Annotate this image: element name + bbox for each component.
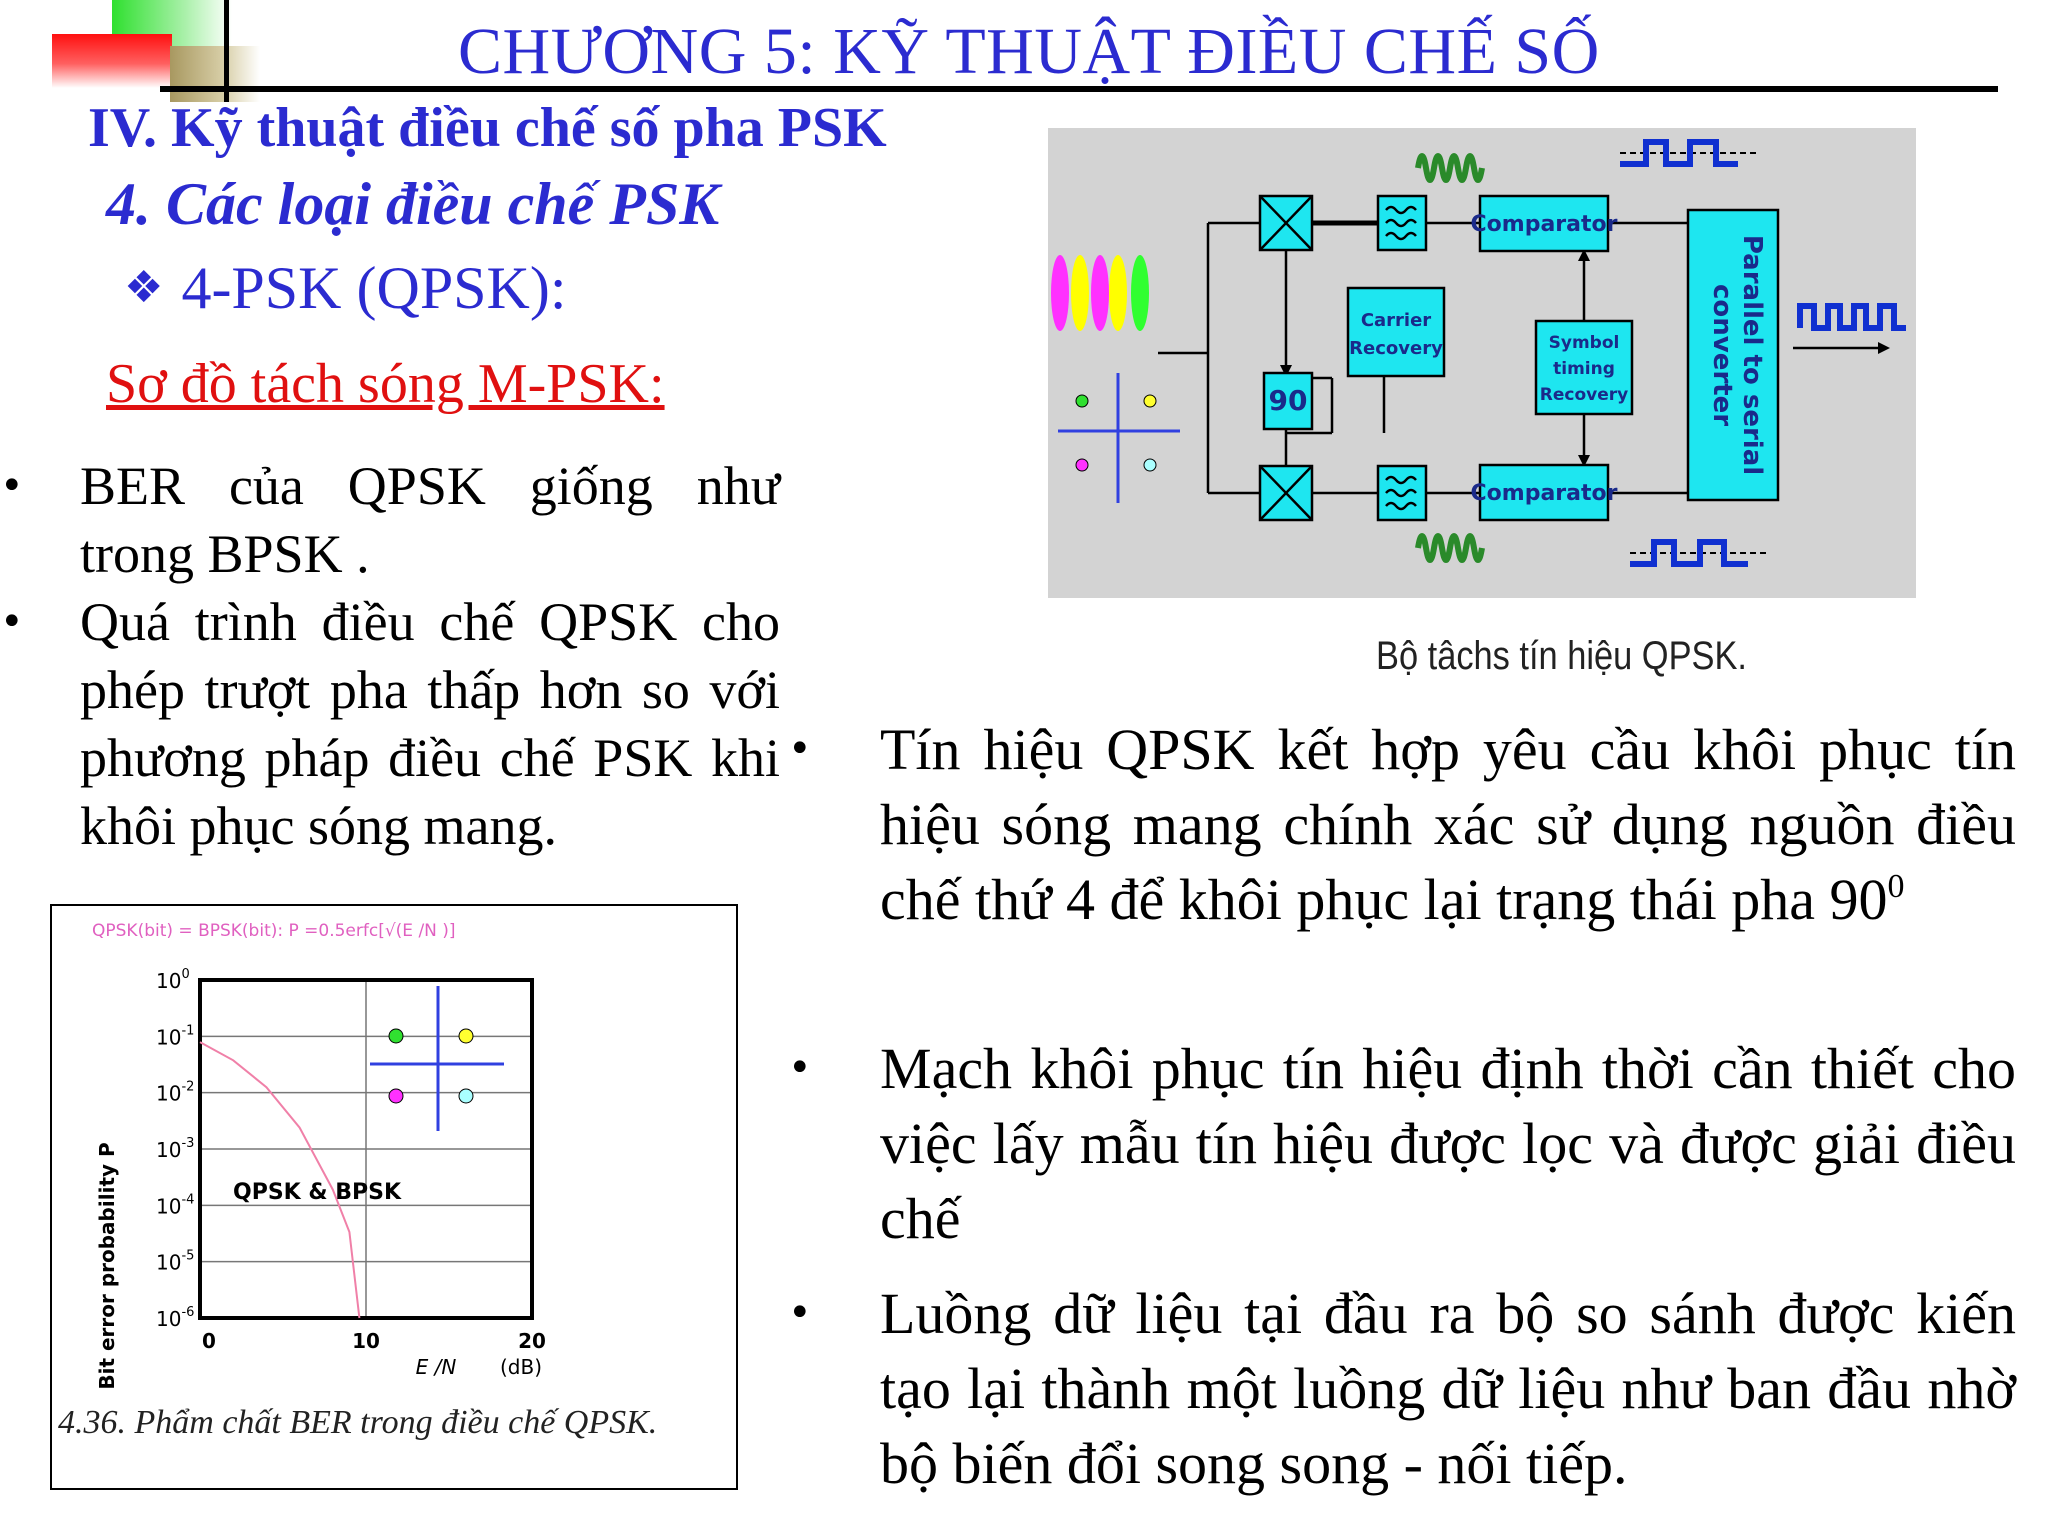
slide-title: CHƯƠNG 5: KỸ THUẬT ĐIỀU CHẾ SỐ — [458, 15, 1600, 88]
y-tick-exponent: -1 — [181, 1023, 195, 1039]
y-tick-label: $10^{-4}$ — [156, 1192, 195, 1219]
x-tick-labels — [202, 1329, 546, 1353]
top-mixer-block — [1260, 196, 1312, 250]
y-tick-exponent: -4 — [181, 1192, 195, 1208]
chart-grid — [200, 980, 532, 1318]
top-filter-block — [1378, 196, 1426, 250]
bottom-comparator-label: Comparator — [1470, 481, 1618, 506]
symbol-timing-block — [1536, 321, 1632, 414]
y-tick-labels — [156, 967, 194, 1331]
bullet-dot: • — [788, 1290, 812, 1336]
x-tick-label: 20 — [518, 1329, 546, 1353]
diamond-bullet-icon: ❖ — [124, 262, 164, 313]
bottom-comparator-block — [1471, 465, 1618, 520]
y-tick-label: $10^0$ — [156, 967, 190, 993]
x-axis-label: E /N — [415, 1355, 457, 1379]
bullet-dot: • — [788, 726, 812, 772]
ber-formula: QPSK(bit) = BPSK(bit): P =0.5erfc[√(E /N )] — [92, 921, 456, 941]
y-tick-label: $10^{-2}$ — [156, 1079, 195, 1106]
y-tick-exponent: -2 — [181, 1079, 195, 1095]
y-tick-label: $10^{-6}$ — [156, 1305, 195, 1331]
chart-constellation-icon — [370, 986, 504, 1131]
y-tick-exponent: -3 — [181, 1136, 195, 1151]
top-comparator-label: Comparator — [1470, 212, 1618, 237]
constellation-icon — [1058, 373, 1180, 503]
bottom-digital-waveform-icon — [1630, 542, 1768, 564]
bullet-dot: • — [0, 599, 24, 645]
bullet-dot: • — [788, 1045, 812, 1091]
output-digital-waveform-icon — [1800, 306, 1906, 328]
degree-superscript: 0 — [1887, 868, 1905, 905]
bullet-text: Luồng dữ liệu tại đầu ra bộ so sánh được kiến tạo lại thành một luồng dữ liệu như ban đầu nhờ bộ biến đổi song song - nối tiếp. — [880, 1281, 2016, 1496]
symbol-timing-label-1: Symbol — [1548, 333, 1620, 353]
bullet-text: Quá trình điều chế QPSK cho phép trượt pha thấp hơn so với phương pháp điều chế PSK khi khôi phục sóng mang. — [80, 592, 780, 856]
bullet-dot: • — [0, 463, 24, 509]
section-heading: IV. Kỹ thuật điều chế số pha PSK — [88, 97, 887, 159]
parallel-to-serial-block — [1688, 210, 1778, 500]
qpsk-detector-diagram — [1048, 128, 1916, 598]
diagram-caption: Bộ tâchs tín hiệu QPSK. — [1376, 634, 1747, 678]
y-tick-exponent: 0 — [181, 967, 190, 982]
corner-red-decoration — [52, 34, 172, 88]
bottom-filter-block — [1378, 466, 1426, 520]
phase-shift-label: 90 — [1268, 384, 1308, 417]
bottom-mixer-block — [1260, 466, 1312, 520]
bullet-text-main: Tín hiệu QPSK kết hợp yêu cầu khôi phục tín hiệu sóng mang chính xác sử dụng nguồn điều chế thứ 4 để khôi phục lại trạng thái pha 90 — [880, 717, 2016, 932]
y-tick-label: $10^{-1}$ — [156, 1023, 195, 1050]
bottom-analog-waveform-icon — [1418, 536, 1482, 560]
bullet-text: Mạch khôi phục tín hiệu định thời cần thiết cho việc lấy mẫu tín hiệu được lọc và được giải điều chế — [880, 1036, 2016, 1251]
phase-shift-block — [1264, 373, 1312, 429]
qpsk-item — [124, 254, 567, 323]
carrier-recovery-block — [1348, 288, 1444, 376]
corner-tan-decoration — [170, 46, 260, 102]
input-signal-icon — [1051, 255, 1149, 331]
subsection-heading: 4. Các loại điều chế PSK — [106, 171, 720, 237]
symbol-timing-label-3: Recovery — [1539, 385, 1629, 405]
bullet-text: BER của QPSK giống như trong BPSK . — [80, 456, 780, 584]
y-tick-exponent: -5 — [181, 1248, 195, 1264]
y-tick-label: $10^{-5}$ — [156, 1248, 195, 1275]
y-tick-exponent: -6 — [181, 1305, 195, 1320]
qpsk-item-label: 4-PSK (QPSK): — [181, 255, 567, 321]
chart-caption: 4.36. Phẩm chất BER trong điều chế QPSK. — [58, 1404, 658, 1441]
x-axis-unit: (dB) — [500, 1355, 543, 1379]
diagram-heading: Sơ đồ tách sóng M-PSK: — [106, 353, 665, 415]
chart-annotation: QPSK & BPSK — [233, 1180, 402, 1205]
x-tick-label: 10 — [352, 1329, 380, 1353]
carrier-recovery-label-2: Recovery — [1349, 338, 1443, 359]
symbol-timing-label-2: timing — [1553, 359, 1615, 379]
converter-label-2: converter — [1707, 283, 1737, 427]
carrier-recovery-label-1: Carrier — [1360, 310, 1432, 331]
top-digital-waveform-icon — [1620, 142, 1760, 164]
y-tick-label: $10^{-3}$ — [156, 1136, 195, 1162]
x-tick-label: 0 — [202, 1329, 216, 1353]
top-analog-waveform-icon — [1418, 156, 1482, 180]
bullet-text — [880, 712, 2016, 937]
converter-label-1: Parallel to serial — [1737, 234, 1767, 476]
top-comparator-block — [1471, 196, 1618, 251]
ber-chart — [50, 904, 738, 1490]
y-axis-label: Bit error probability P — [95, 1142, 119, 1390]
